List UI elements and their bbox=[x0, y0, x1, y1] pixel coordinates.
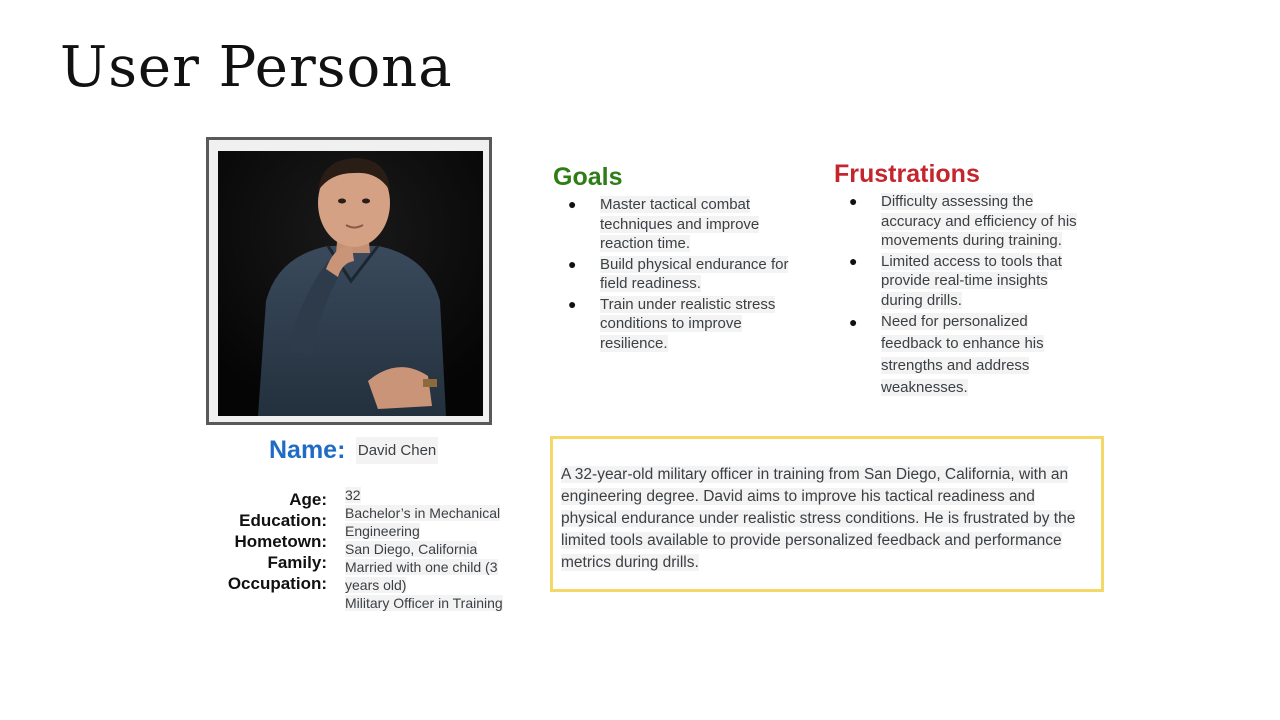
frustrations-heading: Frustrations bbox=[834, 160, 980, 188]
bullet-icon: ● bbox=[849, 314, 858, 330]
age-value: 32 bbox=[345, 487, 361, 503]
list-item: ● Limited access to tools that provide real-time insights during drills. bbox=[849, 252, 1062, 309]
hometown-value: San Diego, California bbox=[345, 541, 478, 557]
hometown-label: Hometown: bbox=[234, 532, 327, 551]
education-label: Education: bbox=[239, 511, 327, 530]
page-title: User Persona bbox=[60, 35, 453, 100]
occupation-label: Occupation: bbox=[227, 574, 327, 593]
family-value: Married with one child (3 years old) bbox=[345, 559, 498, 593]
persona-photo bbox=[218, 151, 483, 416]
bullet-icon: ● bbox=[568, 255, 577, 272]
bullet-icon: ● bbox=[568, 295, 577, 312]
occupation-value: Military Officer in Training bbox=[345, 595, 503, 611]
persona-summary: A 32-year-old military officer in training from San Diego, California, with an engineering degree. David aims to improve his tactical readiness and physical endurance under realistic stress conditions. He is frustrated by the limited tools available to provide personalized feedback and performance metrics during drills. bbox=[561, 466, 1076, 571]
goals-heading: Goals bbox=[553, 163, 623, 191]
persona-photo-frame bbox=[206, 137, 492, 425]
list-item: ● Master tactical combat techniques and improve reaction time. bbox=[568, 196, 760, 252]
education-value: Bachelor’s in Mechanical Engineering bbox=[345, 505, 501, 539]
persona-name: David Chen bbox=[356, 437, 438, 464]
list-item: ● Train under realistic stress conditions to improve resilience. bbox=[568, 295, 776, 352]
goals-list bbox=[553, 195, 803, 354]
bullet-icon: ● bbox=[568, 196, 577, 212]
bullet-icon: ● bbox=[849, 252, 858, 269]
bullet-icon: ● bbox=[849, 193, 858, 209]
persona-name-row bbox=[269, 436, 438, 470]
persona-info-values bbox=[345, 486, 525, 612]
persona-info-labels bbox=[200, 489, 327, 594]
persona-summary-box bbox=[550, 436, 1104, 592]
frustrations-list bbox=[834, 192, 1089, 400]
list-item: ● Difficulty assessing the accuracy and efficiency of his movements during training. bbox=[849, 193, 1077, 249]
list-item: ● Need for personalized feedback to enhance his strengths and address weaknesses. bbox=[849, 313, 1044, 396]
list-item: ● Build physical endurance for field readiness. bbox=[568, 255, 789, 292]
name-label: Name: bbox=[269, 436, 346, 464]
family-label: Family: bbox=[267, 553, 327, 572]
age-label: Age: bbox=[289, 490, 327, 509]
